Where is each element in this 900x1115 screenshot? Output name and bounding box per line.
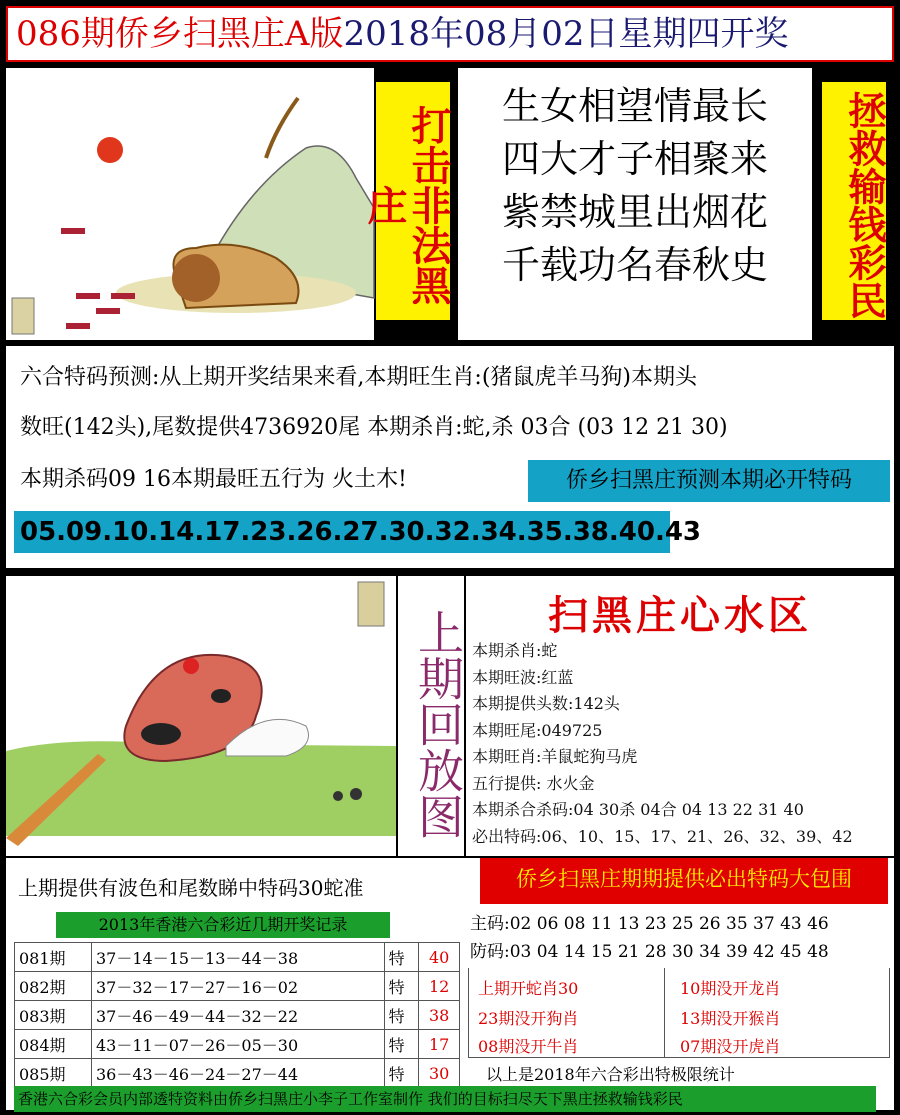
prediction-badge: 侨乡扫黑庄预测本期必开特码	[528, 460, 890, 502]
numbers-cell: 37－32－17－27－16－02	[91, 972, 384, 1001]
special-label: 特	[384, 972, 419, 1001]
poem-line: 紫禁城里出烟花	[501, 190, 768, 234]
defense-code: 防码:03 04 14 15 21 28 30 34 39 42 45 48	[470, 942, 829, 962]
table-row	[15, 1030, 460, 1059]
special-label: 特	[384, 1030, 419, 1059]
period-cell: 083期	[15, 1001, 92, 1030]
title-date: 2018年08月02日星期四开奖	[343, 14, 789, 54]
table-row	[15, 972, 460, 1001]
prediction-line-1: 六合特码预测:从上期开奖结果来看,本期旺生肖:(猪鼠虎羊马狗)本期头	[20, 365, 697, 390]
lion-illustration	[6, 68, 374, 340]
prediction-line-3: 本期杀码09 16本期最旺五行为 火土木!	[20, 467, 407, 492]
stats-grid-divider	[664, 968, 665, 1058]
page-title	[6, 6, 894, 62]
poem-line: 生女相望情最长	[501, 84, 768, 128]
history-title: 2013年香港六合彩近几期开奖记录	[56, 912, 390, 938]
stats-footer: 以上是2018年六合彩出特极限统计	[486, 1065, 735, 1084]
banner-save-players: 拯救输钱彩民	[822, 82, 886, 320]
replay-item: 本期杀肖:蛇	[472, 641, 558, 660]
special-label: 特	[384, 943, 419, 972]
replay-illustration	[6, 576, 396, 856]
poem-line: 四大才子相聚来	[501, 137, 768, 181]
replay-item: 本期旺尾:049725	[472, 720, 603, 740]
stat-cell: 23期没开狗肖	[478, 1009, 579, 1028]
numbers-cell: 43－11－07－26－05－30	[91, 1030, 384, 1059]
stat-cell: 07期没开虎肖	[680, 1037, 781, 1056]
table-row	[15, 1059, 460, 1088]
special-label: 特	[384, 1059, 419, 1088]
last-period-note: 上期提供有波色和尾数睇中特码30蛇准	[18, 876, 364, 900]
special-number: 12	[419, 972, 460, 1001]
replay-item: 必出特码:06、10、15、17、21、26、32、39、42	[472, 826, 853, 846]
period-cell: 085期	[15, 1059, 92, 1088]
replay-list	[466, 638, 894, 850]
main-code: 主码:02 06 08 11 13 23 25 26 35 37 43 46	[470, 914, 829, 934]
banner-strike-illegal: 打击非法黑庄	[376, 82, 450, 320]
prediction-numbers: 05.09.10.14.17.23.26.27.30.32.34.35.38.40.43	[14, 511, 670, 553]
stat-cell: 上期开蛇肖30	[478, 979, 579, 998]
prediction-line-2: 数旺(142头),尾数提供4736920尾 本期杀肖:蛇,杀 03合 (03 12 21 30)	[20, 415, 728, 440]
period-cell: 082期	[15, 972, 92, 1001]
special-label: 特	[384, 1001, 419, 1030]
stat-cell: 08期没开牛肖	[478, 1037, 579, 1056]
replay-item: 本期杀合杀码:04 30杀 04合 04 13 22 31 40	[472, 800, 804, 819]
replay-heading: 扫黑庄心水区	[548, 593, 812, 639]
numbers-cell: 37－46－49－44－32－22	[91, 1001, 384, 1030]
big-package-banner: 侨乡扫黑庄期期提供必出特码大包围	[480, 858, 888, 904]
replay-item: 本期旺波:红蓝	[472, 667, 574, 687]
special-number: 30	[419, 1059, 460, 1088]
stat-cell: 13期没开猴肖	[680, 1009, 781, 1028]
period-cell: 081期	[15, 943, 92, 972]
table-row	[15, 1001, 460, 1030]
table-row	[15, 943, 460, 972]
replay-vertical-title: 上期回放图	[398, 576, 464, 856]
footer-banner: 香港六合彩会员内部透特资料由侨乡扫黑庄小李子工作室制作 我们的目标扫尽天下黑庄拯救输钱彩民	[14, 1086, 876, 1112]
special-number: 40	[419, 943, 460, 972]
stat-cell: 10期没开龙肖	[680, 979, 781, 998]
poem-box	[458, 68, 812, 340]
replay-panel	[466, 576, 894, 856]
special-number: 17	[419, 1030, 460, 1059]
period-cell: 084期	[15, 1030, 92, 1059]
poem-line: 千载功名春秋史	[501, 243, 768, 287]
numbers-cell: 37－14－15－13－44－38	[91, 943, 384, 972]
replay-item: 五行提供: 水火金	[472, 773, 595, 793]
replay-item: 本期提供头数:142头	[472, 694, 620, 713]
numbers-cell: 36－43－46－24－27－44	[91, 1059, 384, 1088]
replay-item: 本期旺肖:羊鼠蛇狗马虎	[472, 747, 638, 766]
title-issue: 086期侨乡扫黑庄A版	[16, 14, 344, 54]
special-number: 38	[419, 1001, 460, 1030]
history-table	[14, 942, 460, 1088]
